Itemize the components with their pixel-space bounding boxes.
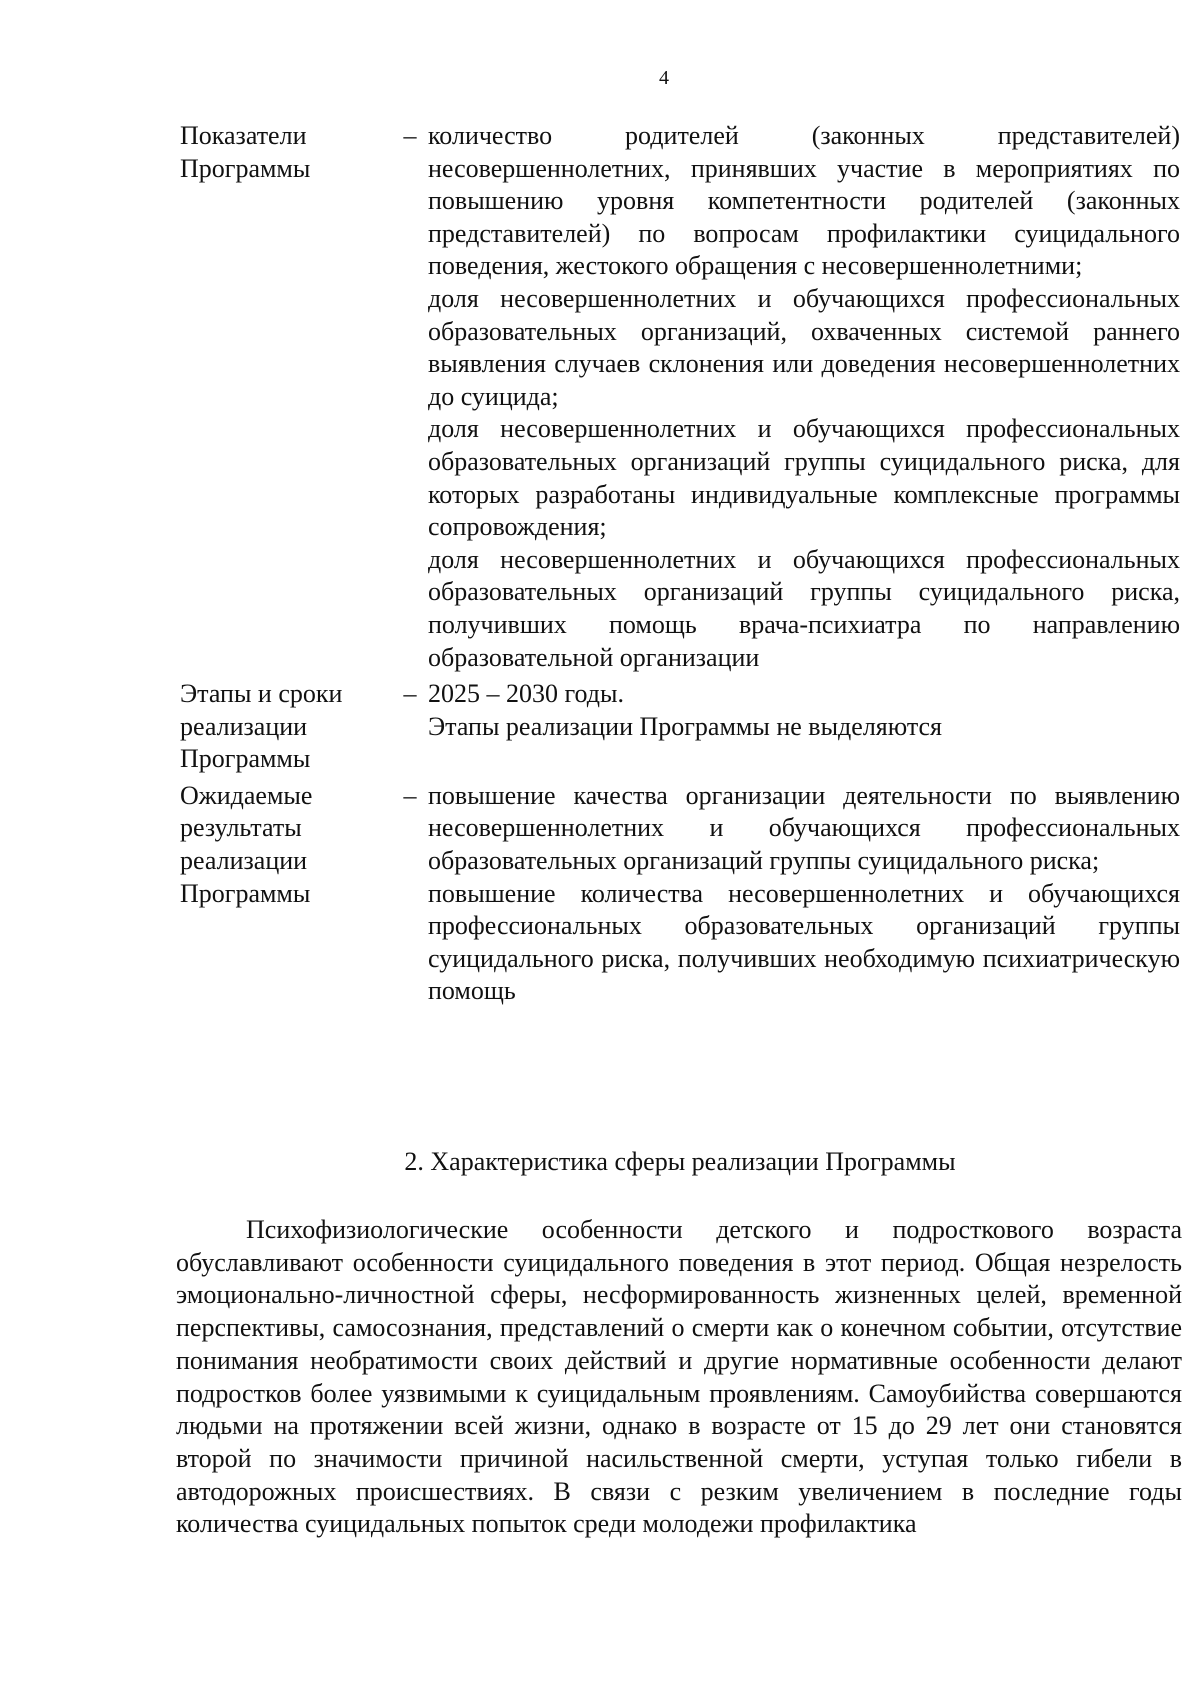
passport-row-stages: [180, 678, 1180, 780]
program-passport-table: [180, 120, 1180, 1012]
value-paragraph: доля несовершеннолетних и обучающихся профессиональных образовательных организаций группы суицидального риска, для которых разработаны индивидуальные комплексные программы сопровождения;: [428, 414, 1180, 542]
row-value: [428, 678, 1180, 780]
passport-row-expected-results: [180, 780, 1180, 1012]
value-paragraph: Этапы реализации Программы не выделяются: [428, 711, 943, 741]
page-number: 4: [659, 67, 669, 89]
row-value: [428, 120, 1180, 678]
body-paragraph: Психофизиологические особенности детского и подросткового возраста обуславливают особенности суицидального поведения в этот период. Общая незрелость эмоционально-личностной сферы, несформированность жизненных целей, временной перспективы, самосознания, представлений о смерти как о конечном событии, отсутствие понимания необратимости своих действий и другие нормативные особенности делают подростков более уязвимыми к суицидальным проявлениям. Самоубийства совершаются людьми на протяжении всей жизни, однако в возрасте от 15 до 29 лет они становятся второй по значимости причиной насильственной смерти, уступая только гибели в автодорожных происшествиях. В связи с резким увеличением в последние годы количества суицидальных попыток среди молодежи профилактика: [176, 1215, 1182, 1539]
row-value: [428, 780, 1180, 1012]
row-dash: –: [403, 780, 417, 810]
row-dash: –: [403, 121, 417, 150]
value-paragraph: повышение качества организации деятельности по выявлению несовершеннолетних и обучающихся профессиональных образовательных организаций группы суицидального риска;: [428, 780, 1180, 876]
passport-row-indicators: [180, 120, 1180, 678]
value-paragraph: 2025 – 2030 годы.: [428, 679, 624, 709]
value-paragraph: доля несовершеннолетних и обучающихся профессиональных образовательных организаций, охваченных системой раннего выявления случаев склонения или доведения несовершеннолетних до суицида;: [428, 283, 1180, 411]
value-paragraph: доля несовершеннолетних и обучающихся профессиональных образовательных организаций группы суицидального риска, получивших помощь врача-психиатра по направлению образовательной организации: [428, 544, 1180, 672]
row-label: Ожидаемые результаты реализации Программы: [180, 780, 313, 908]
row-label: Показатели Программы: [180, 121, 311, 183]
section-heading: 2. Характеристика сферы реализации Программы: [404, 1147, 956, 1176]
value-paragraph: повышение количества несовершеннолетних и обучающихся профессиональных образовательных организаций группы суицидального риска, получивших необходимую психиатрическую помощь: [428, 878, 1180, 1006]
value-paragraph: количество родителей (законных представителей) несовершеннолетних, принявших участие в мероприятиях по повышению уровня компетентности родителей (законных представителей) по вопросам профилактики суицидального поведения, жестокого обращения с несовершеннолетними;: [428, 121, 1180, 281]
row-dash: –: [403, 679, 417, 709]
row-label: Этапы и сроки реализации Программы: [180, 679, 343, 774]
